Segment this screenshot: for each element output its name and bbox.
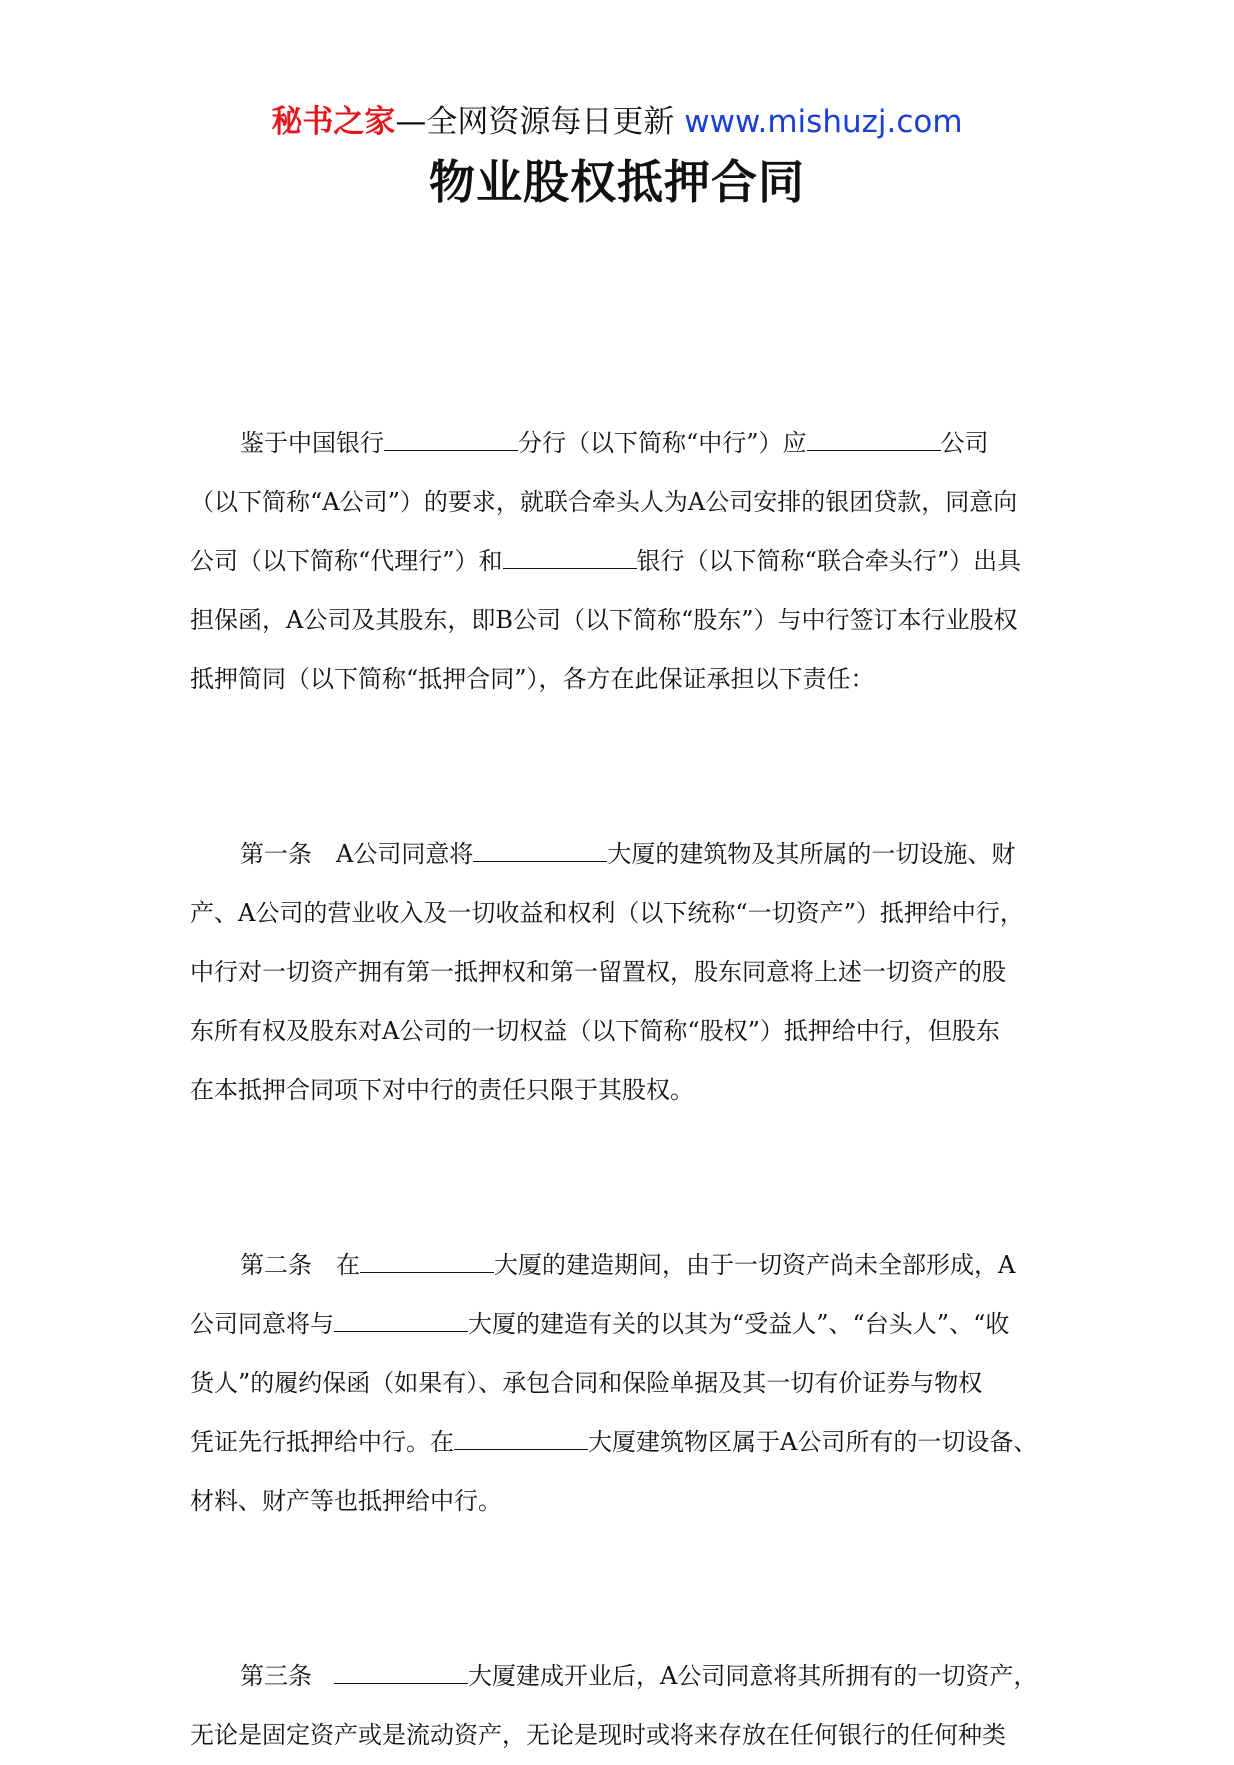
fill-blank — [334, 1311, 468, 1332]
paragraph-gap — [190, 1120, 1070, 1236]
article-2-paragraph — [190, 1236, 1070, 1531]
banner-url: www.mishuzj.com — [684, 104, 963, 140]
text-run: 分行（以下简称“中行”）应 — [518, 429, 807, 457]
article-1-paragraph — [190, 825, 1070, 1120]
paragraph-gap — [190, 1531, 1070, 1647]
fill-blank — [334, 1663, 468, 1684]
text-line — [190, 1647, 1070, 1706]
text-line: 担保函，A公司及其股东，即B公司（以下简称“股东”）与中行签订本行业股权 — [190, 606, 1018, 634]
text-line: 在本抵押合同项下对中行的责任只限于其股权。 — [190, 1076, 694, 1104]
text-line — [190, 532, 1070, 591]
text-line: 材料、财产等也抵押给中行。 — [190, 1487, 502, 1515]
banner-brand: 秘书之家 — [271, 104, 396, 140]
fill-blank — [807, 430, 941, 451]
text-run: 第三条 — [240, 1662, 312, 1690]
fill-blank — [384, 430, 518, 451]
text-line — [190, 1295, 1070, 1354]
text-line: 抵押简同（以下简称“抵押合同”），各方在此保证承担以下责任： — [190, 665, 875, 693]
text-run: 公司（以下简称“代理行”）和 — [190, 547, 503, 575]
text-run: 凭证先行抵押给中行。在 — [190, 1428, 454, 1456]
text-line — [190, 1413, 1070, 1472]
paragraph-gap — [190, 709, 1070, 825]
text-line: 东所有权及股东对A公司的一切权益（以下简称“股权”）抵押给中行，但股东 — [190, 1017, 1000, 1045]
site-banner — [0, 100, 1234, 144]
text-line — [190, 414, 1070, 473]
article-3-paragraph — [190, 1647, 1070, 1765]
text-run: 大厦建成开业后，A公司同意将其所拥有的一切资产， — [468, 1662, 1038, 1690]
text-line — [190, 825, 1070, 884]
text-run: 鉴于中国银行 — [240, 429, 384, 457]
text-line: 货人”的履约保函（如果有）、承包合同和保险单据及其一切有价证券与物权 — [190, 1369, 983, 1397]
text-run: 大厦建筑物区属于A公司所有的一切设备、 — [588, 1428, 1038, 1456]
text-line — [190, 1236, 1070, 1295]
text-run: 大厦的建筑物及其所属的一切设施、财 — [607, 840, 1016, 868]
text-run: 第二条 在 — [240, 1251, 360, 1279]
text-line: 无论是固定资产或是流动资产，无论是现时或将来存放在任何银行的任何种类 — [190, 1721, 1006, 1749]
document-title: 物业股权抵押合同 — [429, 155, 805, 209]
text-run: 银行（以下简称“联合牵头行”）出具 — [636, 547, 1022, 575]
text-run: 第一条 A公司同意将 — [240, 840, 474, 868]
text-line: 中行对一切资产拥有第一抵押权和第一留置权，股东同意将上述一切资产的股 — [190, 958, 1006, 986]
fill-blank — [360, 1252, 494, 1273]
text-line: （以下简称“A公司”）的要求，就联合牵头人为A公司安排的银团贷款，同意向 — [190, 488, 1018, 516]
text-run: 公司同意将与 — [190, 1310, 334, 1338]
fill-blank — [454, 1429, 588, 1450]
fill-blank — [473, 841, 607, 862]
text-run: 公司 — [940, 429, 989, 457]
text-run: 大厦的建造有关的以其为“受益人”、“台头人”、“收 — [468, 1310, 1010, 1338]
banner-slogan: —全网资源每日更新 — [395, 104, 675, 140]
fill-blank — [503, 548, 637, 569]
text-run: 大厦的建造期间，由于一切资产尚未全部形成，A — [494, 1251, 1016, 1279]
document-body — [190, 414, 1070, 1765]
preamble-paragraph — [190, 414, 1070, 709]
text-line: 产、A公司的营业收入及一切收益和权利（以下统称“一切资产”）抵押给中行， — [190, 899, 1024, 927]
